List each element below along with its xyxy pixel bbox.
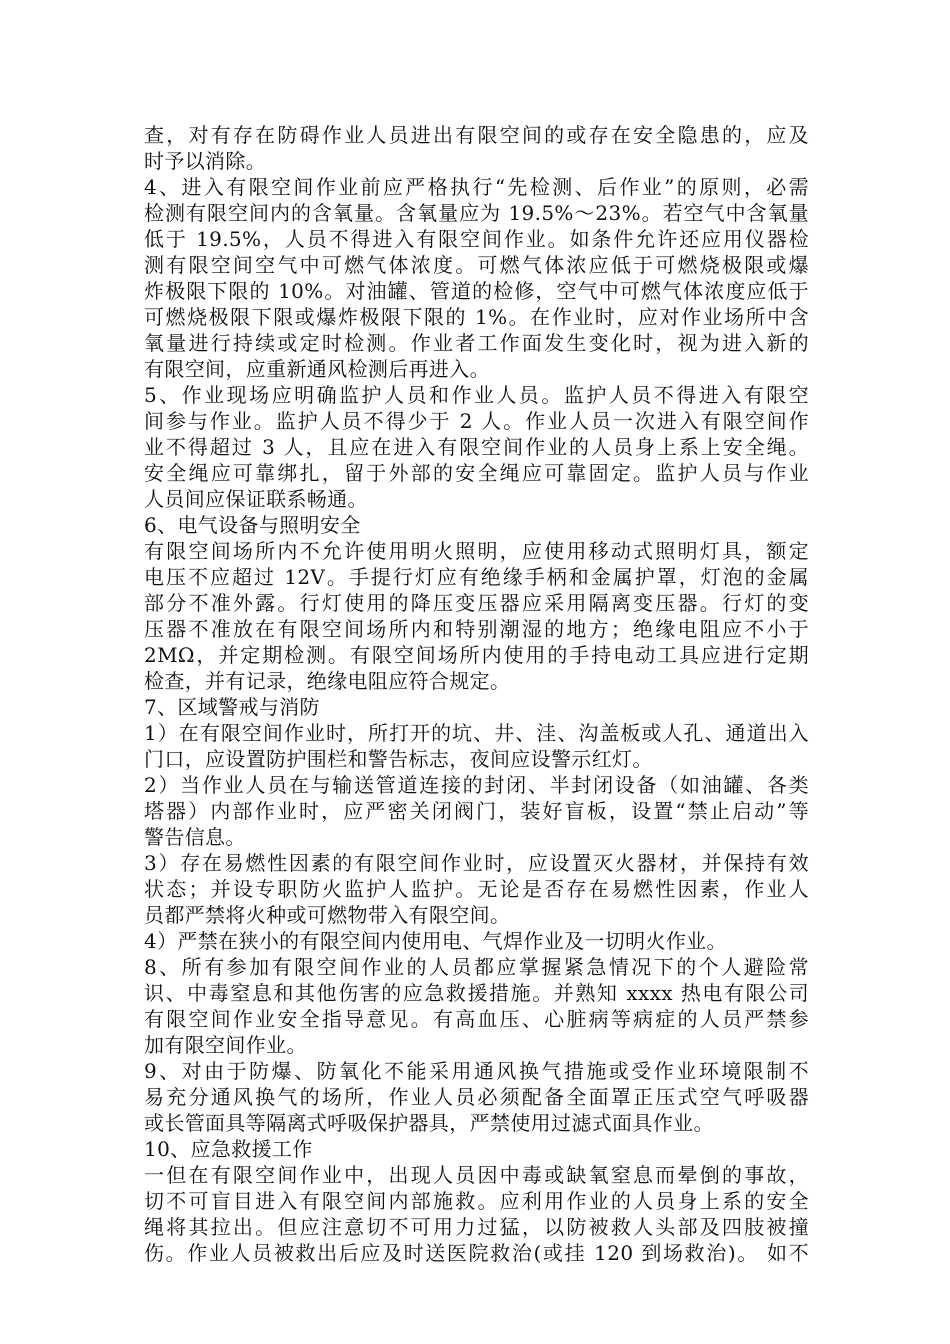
section-heading: 6、电气设备与照明安全 (144, 513, 361, 537)
text-line: 业不得超过 3 人，且应在进入有限空间作业的人员身上系上安全绳。 (144, 435, 809, 459)
text-line: 加有限空间作业。 (144, 1033, 307, 1057)
document-page (144, 122, 809, 1266)
text-line: 2MΩ，并定期检测。有限空间场所内使用的手持电动工具应进行定期 (144, 643, 809, 667)
text-line: 3）存在易燃性因素的有限空间作业时，应设置灭火器材，并保持有效 (144, 851, 809, 875)
text-line: 状态；并设专职防火监护人监护。无论是否存在易燃性因素，作业人 (144, 877, 809, 901)
text-line: 部分不准外露。行灯使用的降压变压器应采用隔离变压器。行灯的变 (144, 591, 809, 615)
text-line: 低于 19.5%，人员不得进入有限空间作业。如条件允许还应用仪器检 (144, 227, 809, 251)
text-line: 压器不准放在有限空间场所内和特别潮湿的地方；绝缘电阻应不小于 (144, 617, 809, 641)
text-line: 易充分通风换气的场所，作业人员必须配备全面罩正压式空气呼吸器 (144, 1085, 809, 1109)
text-line: 伤。作业人员被救出后应及时送医院救治(或挂 120 到场救治)。 如不 (144, 1241, 809, 1265)
text-line: 安全绳应可靠绑扎，留于外部的安全绳应可靠固定。监护人员与作业 (144, 461, 809, 485)
text-line: 一但在有限空间作业中，出现人员因中毒或缺氧窒息而晕倒的事故， (144, 1163, 809, 1187)
text-line: 可燃烧极限下限或爆炸极限下限的 1%。在作业时，应对作业场所中含 (144, 305, 809, 329)
text-line: 9、对由于防爆、防氧化不能采用通风换气措施或受作业环境限制不 (144, 1059, 809, 1083)
text-line: 检查，并有记录，绝缘电阻应符合规定。 (144, 669, 511, 693)
text-line: 识、中毒窒息和其他伤害的应急救援措施。并熟知 xxxx 热电有限公司 (144, 981, 809, 1005)
text-line: 8、所有参加有限空间作业的人员都应掌握紧急情况下的个人避险常 (144, 955, 809, 979)
text-line: 查，对有存在防碍作业人员进出有限空间的或存在安全隐患的，应及 (144, 123, 809, 147)
text-line: 警告信息。 (144, 825, 246, 849)
section-heading: 10、应急救援工作 (144, 1137, 313, 1161)
text-line: 4、进入有限空间作业前应严格执行“先检测、后作业”的原则，必需 (144, 175, 809, 199)
text-line: 检测有限空间内的含氧量。含氧量应为 19.5%～23%。若空气中含氧量 (144, 201, 809, 225)
text-line: 电压不应超过 12V。手提行灯应有绝缘手柄和金属护罩，灯泡的金属 (144, 565, 809, 589)
text-line: 员都严禁将火种或可燃物带入有限空间。 (144, 903, 511, 927)
text-line: 炸极限下限的 10%。对油罐、管道的检修，空气中可燃气体浓度应低于 (144, 279, 809, 303)
text-line: 间参与作业。监护人员不得少于 2 人。作业人员一次进入有限空间作 (144, 409, 809, 433)
text-line: 测有限空间空气中可燃气体浓度。可燃气体浓应低于可燃烧极限或爆 (144, 253, 809, 277)
text-line: 5、作业现场应明确监护人员和作业人员。监护人员不得进入有限空 (144, 383, 809, 407)
text-line: 塔器）内部作业时，应严密关闭阀门，装好盲板，设置“禁止启动”等 (144, 799, 809, 823)
text-line: 有限空间场所内不允许使用明火照明，应使用移动式照明灯具，额定 (144, 539, 809, 563)
text-line: 时予以消除。 (144, 149, 267, 173)
text-line: 有限空间作业安全指导意见。有高血压、心脏病等病症的人员严禁参 (144, 1007, 809, 1031)
text-line: 门口，应设置防护围栏和警告标志，夜间应设警示红灯。 (144, 747, 653, 771)
section-heading: 7、区域警戒与消防 (144, 695, 320, 719)
text-line: 人员间应保证联系畅通。 (144, 487, 368, 511)
text-line: 绳将其拉出。但应注意切不可用力过猛，以防被救人头部及四肢被撞 (144, 1215, 809, 1239)
text-line: 切不可盲目进入有限空间内部施救。应利用作业的人员身上系的安全 (144, 1189, 809, 1213)
text-line: 2）当作业人员在与输送管道连接的封闭、半封闭设备（如油罐、各类 (144, 773, 809, 797)
text-line: 或长管面具等隔离式呼吸保护器具，严禁使用过滤式面具作业。 (144, 1111, 714, 1135)
text-line: 有限空间，应重新通风检测后再进入。 (144, 357, 490, 381)
text-line: 1）在有限空间作业时，所打开的坑、井、洼、沟盖板或人孔、通道出入 (144, 721, 809, 745)
text-line: 氧量进行持续或定时检测。作业者工作面发生变化时，视为进入新的 (144, 331, 809, 355)
text-line: 4）严禁在狭小的有限空间内使用电、气焊作业及一切明火作业。 (144, 929, 727, 953)
